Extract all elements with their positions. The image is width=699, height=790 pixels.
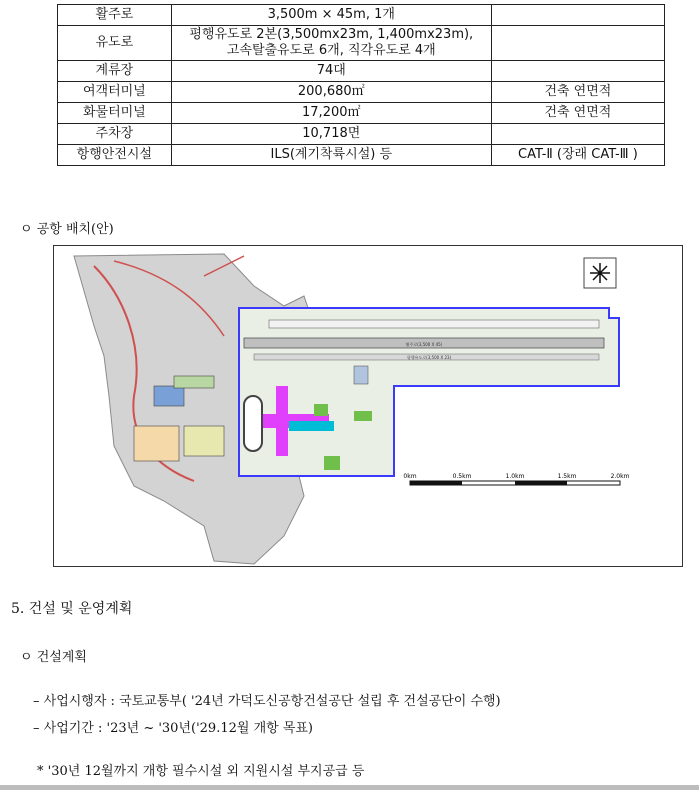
facility-name: 유도로 <box>58 26 172 61</box>
table-row <box>58 61 665 82</box>
facility-note: 건축 연면적 <box>491 103 664 124</box>
project-operator-line: – 사업시행자 : 국토교통부( '24년 가덕도신공항건설공단 설립 후 건설공단이 수행) <box>33 694 501 709</box>
scale-label: 1.5km <box>557 473 577 480</box>
facility-name: 계류장 <box>58 61 172 82</box>
table-row <box>58 103 665 124</box>
facility-note <box>491 5 664 26</box>
horizontal-scrollbar[interactable] <box>0 785 699 790</box>
building-block <box>154 386 184 406</box>
facility-name: 항행안전시설 <box>58 145 172 166</box>
green-area <box>354 411 372 421</box>
facility-spec: ILS(계기착륙시설) 등 <box>171 145 491 166</box>
building-block <box>184 426 224 456</box>
table-row <box>58 145 665 166</box>
scale-label: 1.0km <box>505 473 525 480</box>
scale-bar-segment <box>410 481 462 485</box>
building-block <box>354 366 368 384</box>
airport-boundary <box>239 308 619 476</box>
facility-spec: 3,500m × 45m, 1개 <box>171 5 491 26</box>
compass-rose-icon <box>590 263 610 283</box>
facility-note: CAT-Ⅱ (장래 CAT-Ⅲ ) <box>491 145 664 166</box>
facility-note <box>491 61 664 82</box>
parking-loop <box>244 396 262 451</box>
airport-layout-map <box>53 245 683 567</box>
facility-spec: 10,718면 <box>171 124 491 145</box>
facility-note <box>491 124 664 145</box>
runway-label: 활주로(3,500 X 45) <box>405 342 443 347</box>
table-row <box>58 82 665 103</box>
taxiway-label: 평행유도로(3,500 X 23) <box>406 355 452 360</box>
apron <box>289 421 334 431</box>
facility-spec: 74대 <box>171 61 491 82</box>
north-service-road <box>269 320 599 328</box>
green-area <box>324 456 340 470</box>
facility-spec-line: 평행유도로 2본(3,500mx23m, 1,400mx23m), <box>189 27 474 42</box>
table-row <box>58 5 665 26</box>
project-period-line: – 사업기간 : '23년 ~ '30년('29.12월 개항 목표) <box>33 721 314 736</box>
facility-spec: 200,680㎡ <box>171 82 491 103</box>
footnote-line: * '30년 12월까지 개항 필수시설 외 지원시설 부지공급 등 <box>37 764 365 779</box>
scale-label: 0km <box>403 473 417 480</box>
facility-note <box>491 26 664 61</box>
section-title: 5. 건설 및 운영계획 <box>11 601 133 617</box>
facility-spec <box>171 26 491 61</box>
building-block <box>174 376 214 388</box>
construction-plan-heading: ㅇ 건설계획 <box>20 650 87 665</box>
facility-spec: 17,200㎡ <box>171 103 491 124</box>
facilities-table <box>57 4 665 166</box>
scale-label: 0.5km <box>452 473 472 480</box>
facility-note: 건축 연면적 <box>491 82 664 103</box>
table-row <box>58 124 665 145</box>
table-row <box>58 26 665 61</box>
facility-name: 활주로 <box>58 5 172 26</box>
facility-name: 화물터미널 <box>58 103 172 124</box>
facility-name: 여객터미널 <box>58 82 172 103</box>
scale-label: 2.0km <box>610 473 630 480</box>
building-block <box>134 426 179 461</box>
green-area <box>314 404 328 416</box>
airport-layout-drawing <box>54 246 682 566</box>
facility-name: 주차장 <box>58 124 172 145</box>
facility-spec-line: 고속탈출유도로 6개, 직각유도로 4개 <box>226 43 436 58</box>
layout-heading: ㅇ 공항 배치(안) <box>20 222 114 237</box>
scale-bar-segment <box>515 481 567 485</box>
